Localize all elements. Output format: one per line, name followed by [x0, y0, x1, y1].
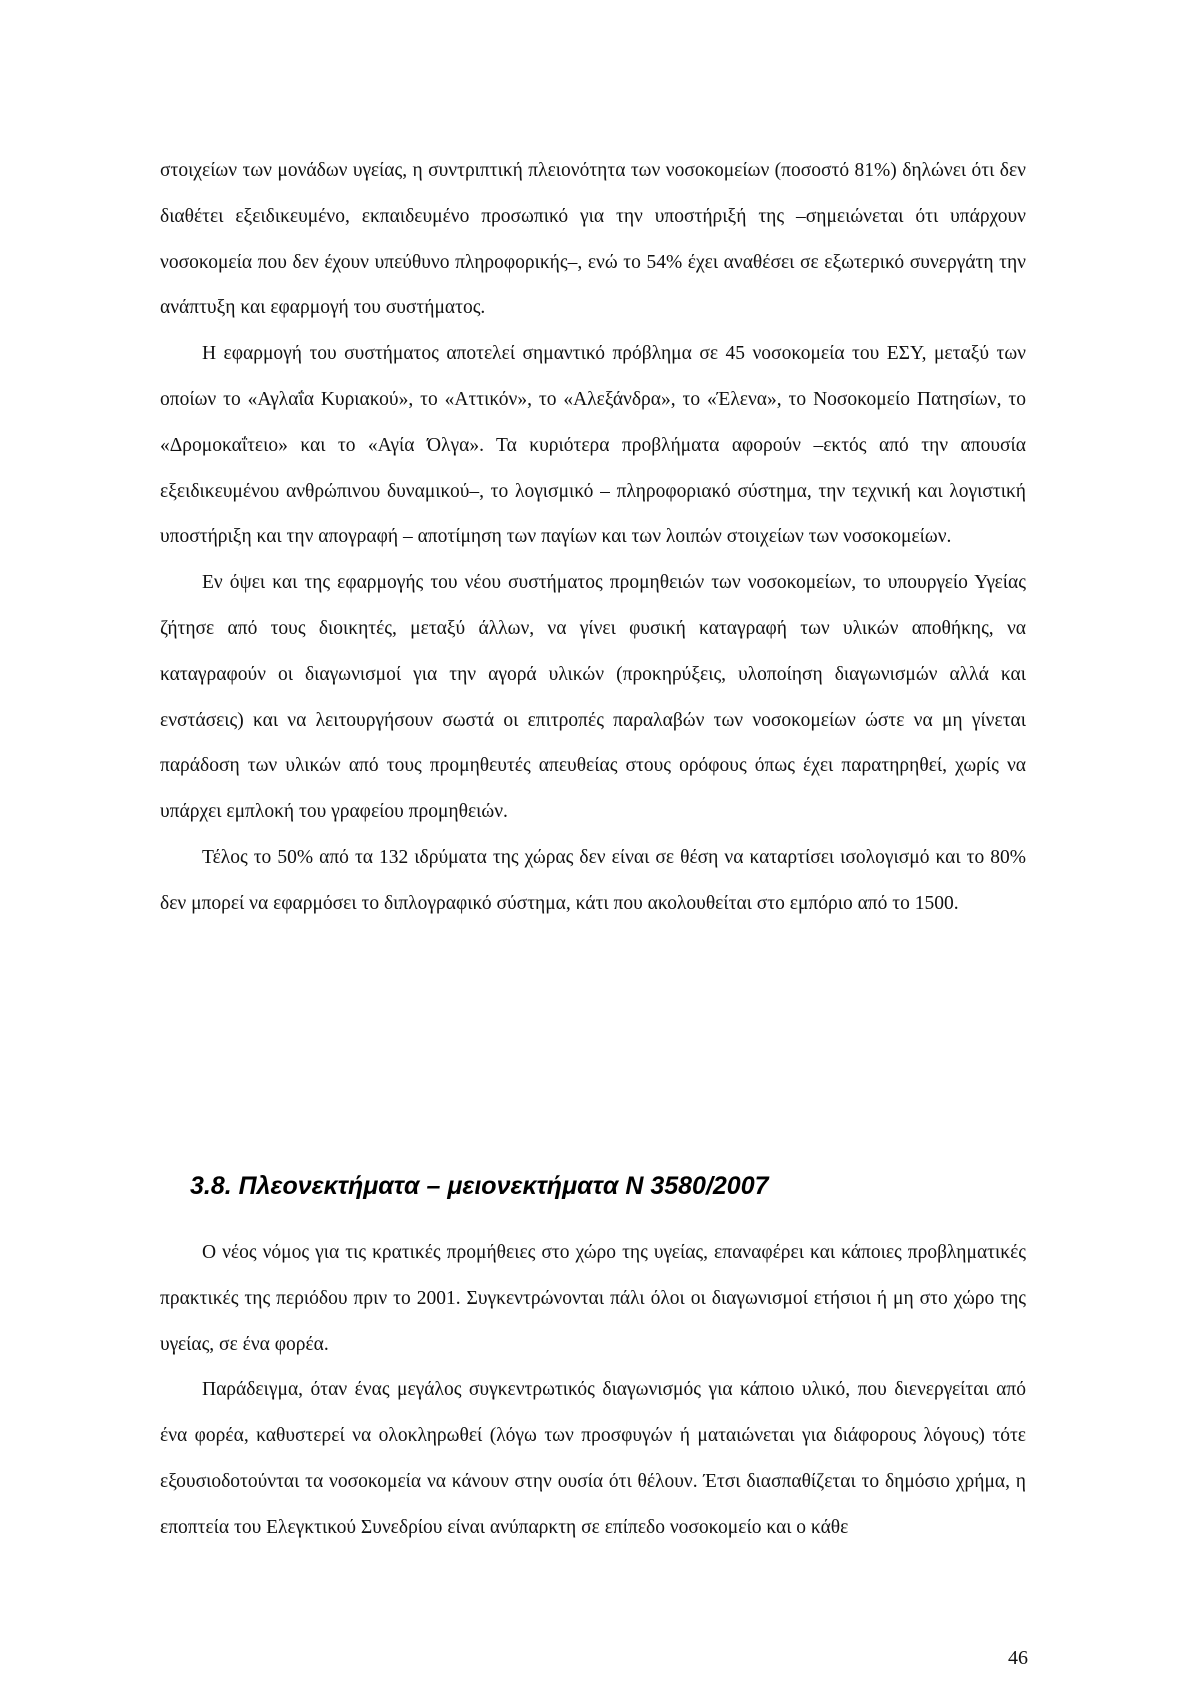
page-number: 46: [1008, 1647, 1028, 1669]
paragraph: στοιχείων των μονάδων υγείας, η συντριπτική πλειονότητα των νοσοκομείων (ποσοστό 81%) δηλώνει ότι δεν διαθέτει εξειδικευμένο, εκπαιδευμένο προσωπικό για την υποστήριξή της –σημειώνεται ότι υπάρχουν νοσοκομεία που δεν έχουν υπεύθυνο πληροφορικής–, ενώ το 54% έχει αναθέσει σε εξωτερικό συνεργάτη την ανάπτυξη και εφαρμογή του συστήματος.: [160, 160, 1026, 319]
paragraph: Η εφαρμογή του συστήματος αποτελεί σημαντικό πρόβλημα σε 45 νοσοκομεία του ΕΣΥ, μεταξύ των οποίων το «Αγλαΐα Κυριακού», το «Αττικόν», το «Αλεξάνδρα», το «Έλενα», το Νοσοκομείο Πατησίων, το «Δρομοκαΐτειο» και το «Αγία Όλγα». Τα κυριότερα προβλήματα αφορούν –εκτός από την απουσία εξειδικευμένου ανθρώπινου δυναμικού–, το λογισμικό – πληροφοριακό σύστημα, την τεχνική και λογιστική υποστήριξη και την απογραφή – αποτίμηση των παγίων και των λοιπών στοιχείων των νοσοκομείων.: [160, 343, 1026, 548]
body-text-bottom: [160, 1230, 1026, 1551]
paragraph: Εν όψει και της εφαρμογής του νέου συστήματος προμηθειών των νοσοκομείων, το υπουργείο Υγείας ζήτησε από τους διοικητές, μεταξύ άλλων, να γίνει φυσική καταγραφή των υλικών αποθήκης, να καταγραφούν οι διαγωνισμοί για την αγορά υλικών (προκηρύξεις, υλοποίηση διαγωνισμών αλλά και ενστάσεις) και να λειτουργήσουν σωστά οι επιτροπές παραλαβών των νοσοκομείων ώστε να μη γίνεται παράδοση των υλικών από τους προμηθευτές απευθείας στους ορόφους όπως έχει παρατηρηθεί, χωρίς να υπάρχει εμπλοκή του γραφείου προμηθειών.: [160, 572, 1026, 823]
body-text-top: [160, 148, 1026, 927]
paragraph: Τέλος το 50% από τα 132 ιδρύματα της χώρας δεν είναι σε θέση να καταρτίσει ισολογισμό και το 80% δεν μπορεί να εφαρμόσει το διπλογραφικό σύστημα, κάτι που ακολουθείται στο εμπόριο από το 1500.: [160, 846, 1026, 914]
paragraph: Παράδειγμα, όταν ένας μεγάλος συγκεντρωτικός διαγωνισμός για κάποιο υλικό, που διενεργείται από ένα φορέα, καθυστερεί να ολοκληρωθεί (λόγω των προσφυγών ή ματαιώνεται για διάφορους λόγους) τότε εξουσιοδοτούνται τα νοσοκομεία να κάνουν στην ουσία ότι θέλουν. Έτσι διασπαθίζεται το δημόσιο χρήμα, η εποπτεία του Ελεγκτικού Συνεδρίου είναι ανύπαρκτη σε επίπεδο νοσοκομείο και ο κάθε: [160, 1379, 1026, 1538]
paragraph: Ο νέος νόμος για τις κρατικές προμήθειες στο χώρο της υγείας, επαναφέρει και κάποιες προβληματικές πρακτικές της περιόδου πριν το 2001. Συγκεντρώνονται πάλι όλοι οι διαγωνισμοί ετήσιοι ή μη στο χώρο της υγείας, σε ένα φορέα.: [160, 1242, 1026, 1355]
section-heading: 3.8. Πλεονεκτήματα – μειονεκτήματα Ν 3580/2007: [190, 1172, 769, 1200]
